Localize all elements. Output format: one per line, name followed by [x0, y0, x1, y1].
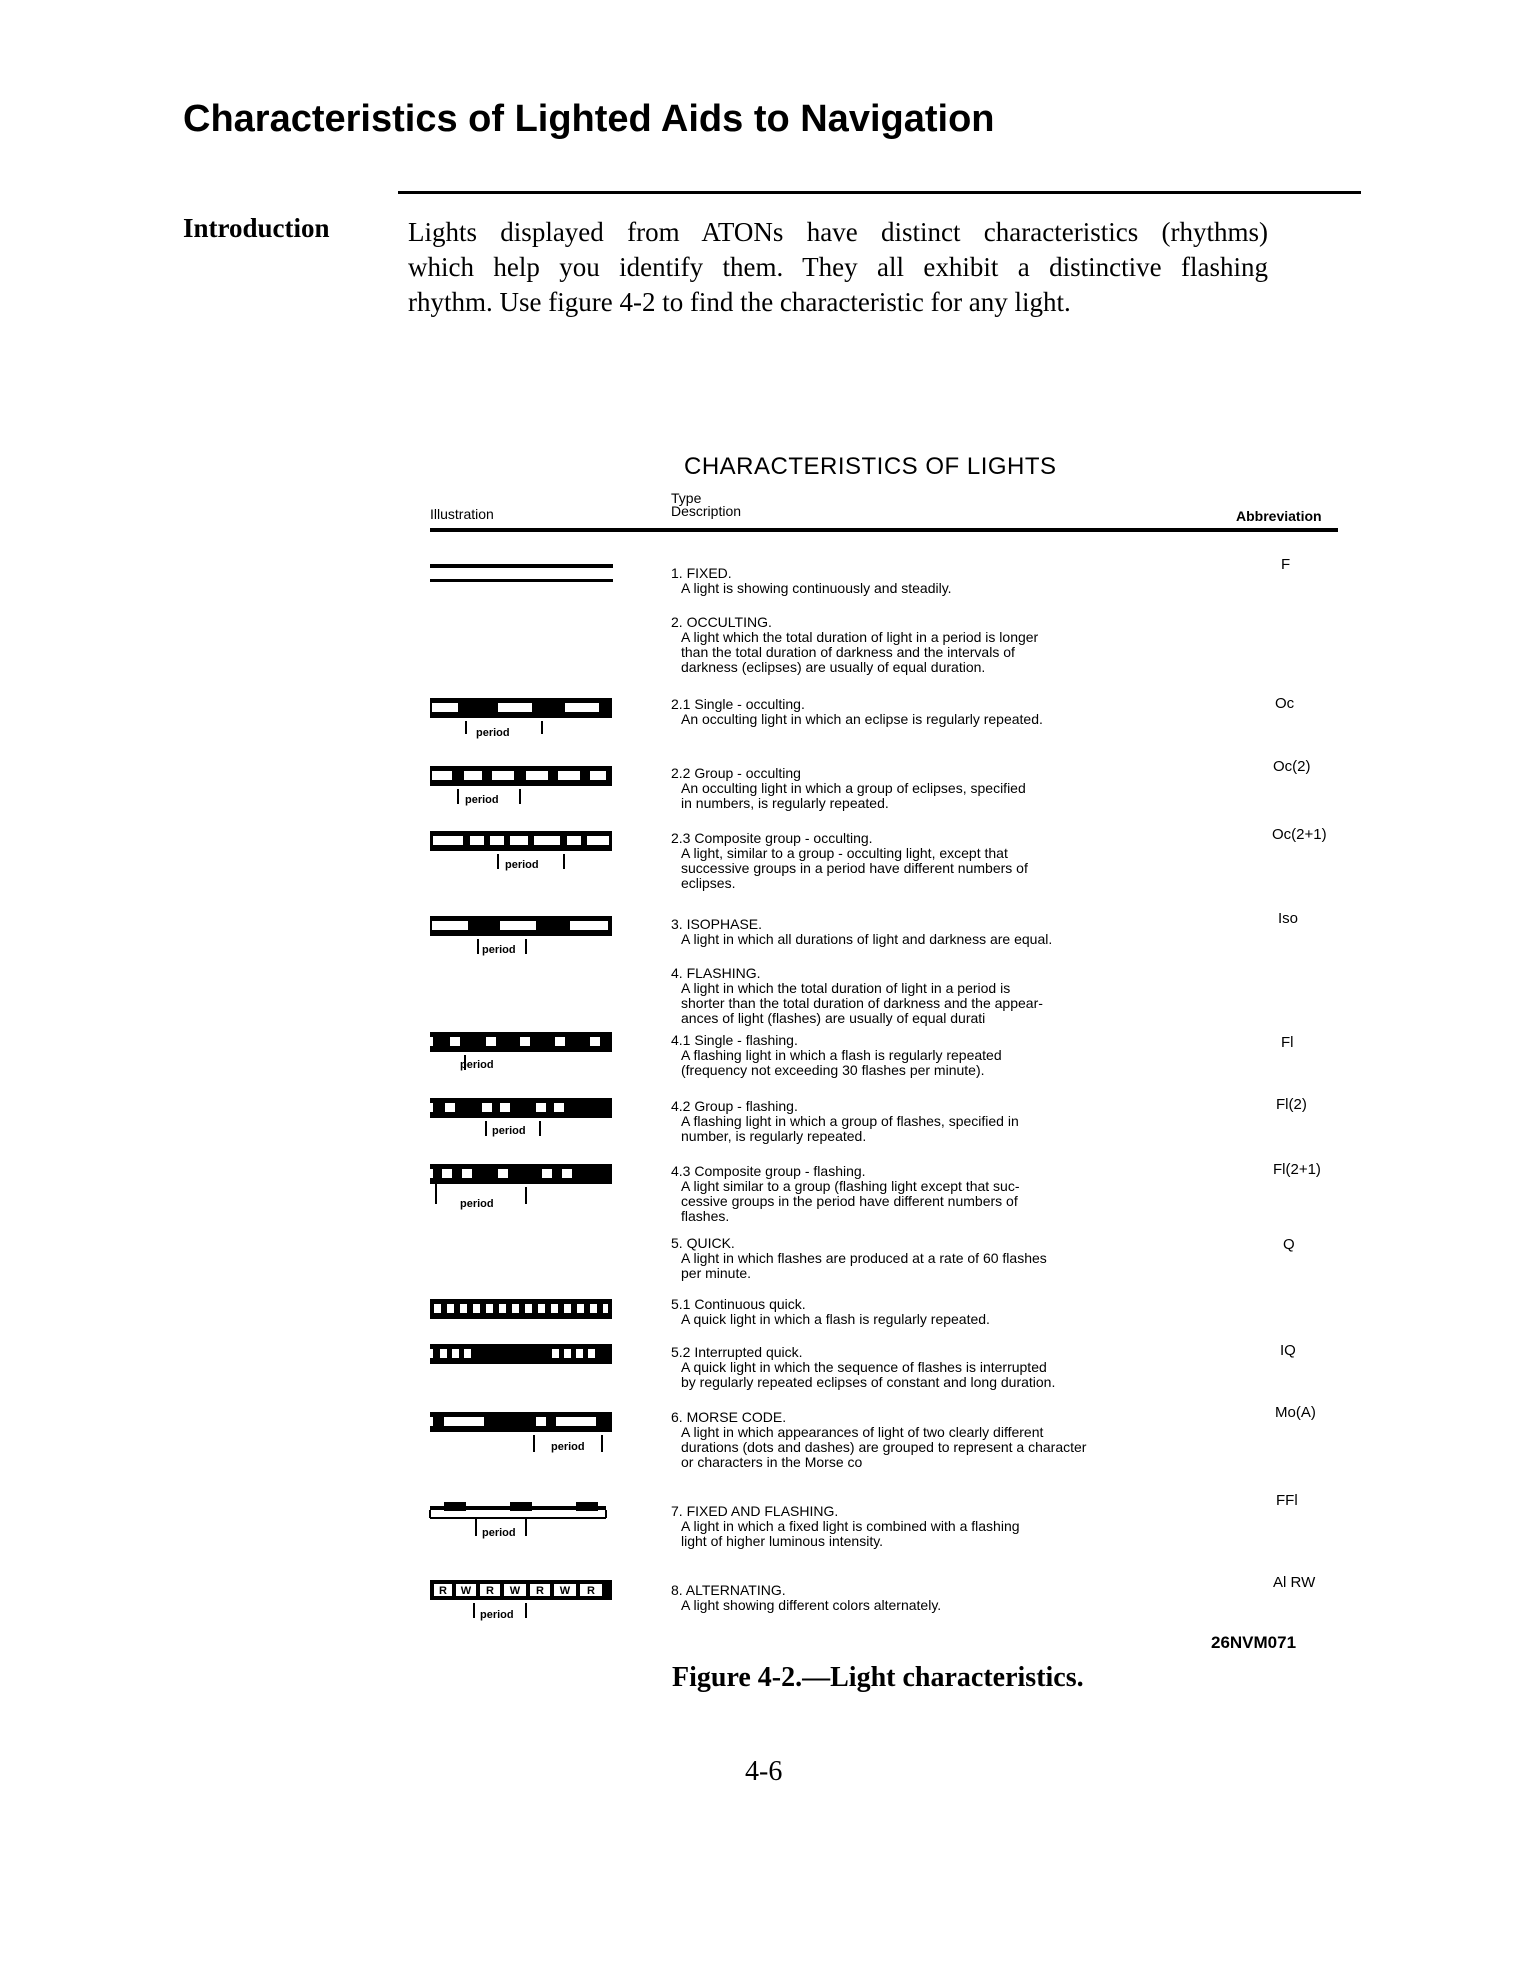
page-title: Characteristics of Lighted Aids to Navigation: [183, 98, 995, 140]
entry-composite-group-flashing: [671, 1164, 1231, 1224]
entry-composite-group-occulting: [671, 831, 1231, 891]
entry-title: 5. QUICK.: [671, 1235, 735, 1251]
period-label: period: [482, 1527, 516, 1539]
entry-single-flashing: [671, 1033, 1231, 1078]
entry-group-occulting: [671, 766, 1231, 811]
period-label: period: [465, 794, 499, 806]
entry-isophase: [671, 917, 1231, 947]
abbr-fixed-and-flashing: FFl: [1276, 1492, 1298, 1509]
abbr-group-flashing: Fl(2): [1276, 1096, 1307, 1113]
entry-group-flashing: [671, 1099, 1231, 1144]
entry-body: An occulting light in which a group of eclipses, specified: [681, 780, 1026, 796]
group-flashing-diagram: [430, 1096, 620, 1144]
illustration-single-occulting: [430, 696, 620, 744]
entry-body: successive groups in a period have different numbers of: [681, 860, 1028, 876]
entry-morse-code: [671, 1410, 1231, 1470]
abbr-morse-code: Mo(A): [1275, 1404, 1316, 1421]
entry-alternating: [671, 1583, 1231, 1613]
entry-body: An occulting light in which an eclipse is regularly repeated.: [681, 711, 1043, 727]
entry-title: 6. MORSE CODE.: [671, 1409, 787, 1425]
red-letter: R: [536, 1585, 544, 1597]
figure-title: CHARACTERISTICS OF LIGHTS: [684, 453, 1057, 480]
column-header-illustration: Illustration: [430, 506, 494, 522]
entry-flashing: [671, 966, 1231, 1026]
white-letter: W: [509, 1585, 521, 1597]
column-header-abbreviation: Abbreviation: [1236, 508, 1322, 524]
illustration-interrupted-quick: [430, 1342, 620, 1368]
abbr-group-occulting: Oc(2): [1273, 758, 1311, 775]
entry-body: A quick light in which a flash is regularly repeated.: [681, 1311, 990, 1327]
entry-body: light of higher luminous intensity.: [681, 1533, 884, 1549]
entry-body: A flashing light in which a flash is regularly repeated: [681, 1047, 1002, 1063]
period-label: period: [460, 1198, 494, 1210]
red-letter: R: [587, 1585, 595, 1597]
figure-caption: Figure 4-2.—Light characteristics.: [672, 1662, 1084, 1693]
illustration-isophase: [430, 914, 620, 962]
isophase-diagram: [430, 914, 620, 962]
entry-body: cessive groups in the period have different numbers of: [681, 1193, 1018, 1209]
intro-line: Lights displayed from ATONs have distinct characteristics (rhythms): [408, 217, 1268, 247]
fixed-and-flashing-diagram: [430, 1502, 620, 1552]
column-header-type: [671, 492, 741, 518]
entry-body: shorter than the total duration of darkness and the appear-: [681, 995, 1043, 1011]
entry-interrupted-quick: [671, 1345, 1231, 1390]
entry-body: A light, similar to a group - occulting light, except that: [681, 845, 1008, 861]
entry-title: 5.2 Interrupted quick.: [671, 1344, 803, 1360]
entry-body: in numbers, is regularly repeated.: [681, 795, 889, 811]
illustration-morse-code: [430, 1410, 620, 1460]
entry-body: darkness (eclipses) are usually of equal duration.: [681, 659, 986, 675]
entry-title: 5.1 Continuous quick.: [671, 1296, 806, 1312]
white-letter: W: [559, 1585, 571, 1597]
entry-occulting: [671, 615, 1231, 675]
illustration-group-flashing: [430, 1096, 620, 1144]
entry-continuous-quick: [671, 1297, 1231, 1327]
entry-title: 1. FIXED.: [671, 565, 732, 581]
intro-paragraph: [408, 215, 1268, 320]
period-label: period: [482, 944, 516, 956]
entry-body: (frequency not exceeding 30 flashes per minute).: [681, 1062, 985, 1078]
entry-title: 4.1 Single - flashing.: [671, 1032, 798, 1048]
entry-body: or characters in the Morse co: [681, 1454, 863, 1470]
fixed-light-diagram: [430, 560, 620, 590]
composite-group-flashing-diagram: [430, 1162, 620, 1210]
red-letter: R: [439, 1585, 447, 1597]
abbr-single-occulting: Oc: [1275, 695, 1295, 712]
interrupted-quick-diagram: [430, 1342, 620, 1368]
illustration-fixed: [430, 560, 620, 590]
group-occulting-diagram: [430, 764, 620, 812]
abbr-composite-group-flashing: Fl(2+1): [1273, 1161, 1321, 1178]
illustration-continuous-quick: [430, 1297, 620, 1323]
period-label: period: [476, 727, 510, 739]
abbr-fixed: F: [1281, 556, 1291, 573]
page-number: 4-6: [745, 1756, 783, 1787]
entry-title: 3. ISOPHASE.: [671, 916, 763, 932]
white-letter: W: [460, 1585, 472, 1597]
continuous-quick-diagram: [430, 1297, 620, 1323]
intro-line: rhythm. Use figure 4-2 to find the characteristic for any light.: [408, 287, 1071, 317]
abbr-single-flashing: Fl: [1281, 1034, 1294, 1051]
illustration-alternating: [430, 1578, 620, 1628]
entry-body: flashes.: [681, 1208, 730, 1224]
intro-line: which help you identify them. They all exhibit a distinctive flashing: [408, 252, 1268, 282]
abbr-isophase: Iso: [1278, 910, 1299, 927]
entry-body: per minute.: [681, 1265, 752, 1281]
illustration-single-flashing: [430, 1030, 620, 1078]
entry-body: A quick light in which the sequence of flashes is interrupted: [681, 1359, 1047, 1375]
abbr-interrupted-quick: IQ: [1280, 1342, 1296, 1359]
description-label: Description: [671, 503, 742, 519]
type-label: Type: [671, 490, 702, 506]
entry-body: A light in which appearances of light of two clearly different: [681, 1424, 1044, 1440]
entry-body: A light in which a fixed light is combined with a flashing: [681, 1518, 1020, 1534]
entry-title: 2. OCCULTING.: [671, 614, 772, 630]
abbr-alternating: Al RW: [1273, 1574, 1316, 1591]
entry-body: than the total duration of darkness and the intervals of: [681, 644, 1015, 660]
period-label: period: [505, 859, 539, 871]
composite-group-occulting-diagram: [430, 829, 620, 877]
entry-title: 8. ALTERNATING.: [671, 1582, 786, 1598]
single-flashing-diagram: [430, 1030, 620, 1078]
entry-body: A light similar to a group (flashing light except that suc-: [681, 1178, 1020, 1194]
entry-body: A light which the total duration of light in a period is longer: [681, 629, 1039, 645]
illustration-group-occulting: [430, 764, 620, 812]
entry-title: 4. FLASHING.: [671, 965, 761, 981]
red-letter: R: [486, 1585, 494, 1597]
figure-header-rule: [430, 528, 1338, 532]
alternating-diagram: [430, 1578, 620, 1628]
period-label: period: [551, 1441, 585, 1453]
entry-quick: [671, 1236, 1231, 1281]
figure-code: 26NVM071: [1211, 1633, 1297, 1652]
period-label: period: [492, 1125, 526, 1137]
illustration-composite-group-flashing: [430, 1162, 620, 1210]
entry-body: A light showing different colors alternately.: [681, 1597, 942, 1613]
entry-title: 4.3 Composite group - flashing.: [671, 1163, 866, 1179]
entry-body: number, is regularly repeated.: [681, 1128, 867, 1144]
entry-single-occulting: [671, 697, 1231, 727]
entry-title: 2.2 Group - occulting: [671, 765, 801, 781]
intro-label: Introduction: [183, 213, 330, 243]
entry-title: 2.3 Composite group - occulting.: [671, 830, 873, 846]
entry-body: eclipses.: [681, 875, 736, 891]
entry-body: by regularly repeated eclipses of constant and long duration.: [681, 1374, 1056, 1390]
entry-body: A light in which flashes are produced at a rate of 60 flashes: [681, 1250, 1047, 1266]
entry-body: A light is showing continuously and steadily.: [681, 580, 952, 596]
period-label: period: [480, 1609, 514, 1621]
entry-body: A light in which the total duration of light in a period is: [681, 980, 1011, 996]
morse-code-diagram: [430, 1410, 620, 1460]
entry-body: ances of light (flashes) are usually of equal durati: [681, 1010, 986, 1026]
abbr-quick: Q: [1283, 1236, 1295, 1253]
entry-title: 2.1 Single - occulting.: [671, 696, 805, 712]
entry-title: 4.2 Group - flashing.: [671, 1098, 798, 1114]
entry-fixed-and-flashing: [671, 1504, 1231, 1549]
title-rule: [398, 191, 1361, 194]
entry-title: 7. FIXED AND FLASHING.: [671, 1503, 839, 1519]
entry-fixed: [671, 566, 1231, 596]
abbr-composite-group-occulting: Oc(2+1): [1272, 826, 1327, 843]
period-label: period: [460, 1059, 494, 1071]
entry-body: A light in which all durations of light and darkness are equal.: [681, 931, 1053, 947]
illustration-composite-group-occulting: [430, 829, 620, 877]
entry-body: durations (dots and dashes) are grouped to represent a character: [681, 1439, 1087, 1455]
entry-body: A flashing light in which a group of flashes, specified in: [681, 1113, 1019, 1129]
single-occulting-diagram: [430, 696, 620, 744]
illustration-fixed-and-flashing: [430, 1502, 620, 1552]
